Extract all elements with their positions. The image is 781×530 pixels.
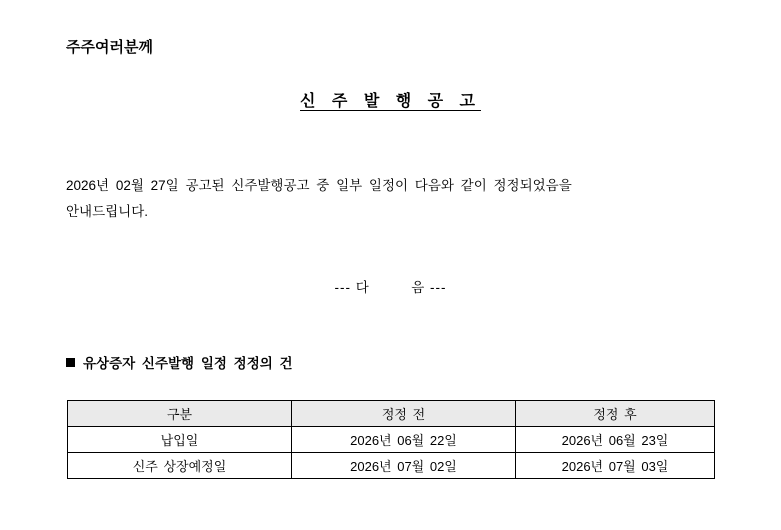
table-header-row [68, 401, 715, 427]
table-row [68, 427, 715, 453]
table-header-cell: 구분 [68, 401, 292, 427]
table-header-cell: 정정 전 [292, 401, 516, 427]
salutation: 주주여러분께 [66, 39, 153, 56]
section-heading-label: 유상증자 신주발행 일정 정정의 건 [83, 356, 293, 371]
divider-right-text: 음 --- [411, 280, 447, 295]
table-cell: 신주 상장예정일 [68, 453, 292, 479]
body-line-2: 안내드립니다. [66, 204, 148, 219]
table-cell: 2026년 07월 03일 [516, 453, 715, 479]
agenda-divider [0, 276, 781, 296]
square-bullet-icon [66, 358, 75, 367]
body-paragraph [66, 173, 706, 225]
table-cell: 2026년 06월 23일 [516, 427, 715, 453]
table-cell: 납입일 [68, 427, 292, 453]
table-cell: 2026년 06월 22일 [292, 427, 516, 453]
table-header-cell: 정정 후 [516, 401, 715, 427]
divider-left-text: --- 다 [334, 280, 370, 295]
document-title: 신 주 발 행 공 고 [300, 93, 481, 110]
body-line-1: 2026년 02월 27일 공고된 신주발행공고 중 일부 일정이 다음와 같이 정정되었음을 [66, 178, 572, 193]
schedule-table [67, 400, 715, 479]
table-row [68, 453, 715, 479]
table-cell: 2026년 07월 02일 [292, 453, 516, 479]
section-heading [66, 352, 293, 372]
